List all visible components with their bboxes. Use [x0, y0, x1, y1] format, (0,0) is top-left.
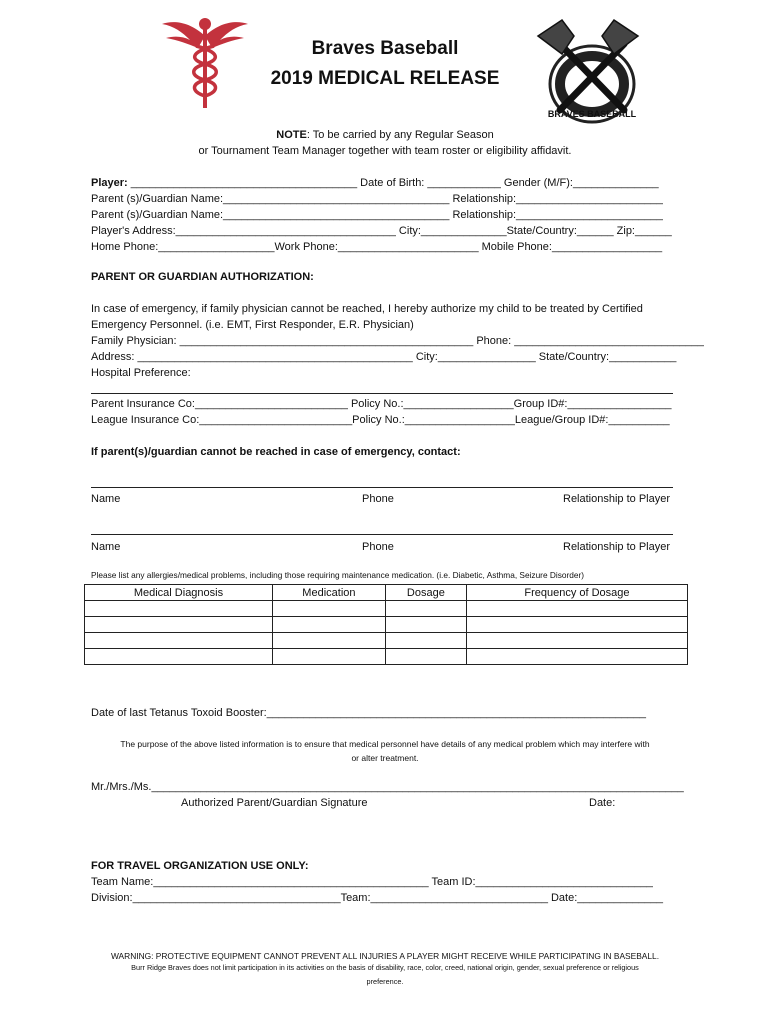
- division-row[interactable]: Division:__________________________________Team:_____________________________ Date:______________: [91, 892, 663, 904]
- authorization-heading: PARENT OR GUARDIAN AUTHORIZATION:: [91, 271, 314, 283]
- league-insurance-row[interactable]: League Insurance Co:_________________________Policy No.:__________________League/Group ID#:__________: [91, 414, 670, 426]
- parent-insurance-row[interactable]: Parent Insurance Co:_________________________ Policy No.:__________________Group ID#:_________________: [91, 398, 672, 410]
- guardian-1-row[interactable]: Parent (s)/Guardian Name:_____________________________________ Relationship:________________________: [91, 193, 663, 205]
- table-cell[interactable]: [272, 601, 385, 617]
- table-row[interactable]: [85, 633, 688, 649]
- table-row[interactable]: [85, 601, 688, 617]
- note-line-1: NOTE: To be carried by any Regular Season: [276, 129, 494, 141]
- emergency-2-name-label: Name: [91, 541, 121, 553]
- table-cell[interactable]: [385, 601, 466, 617]
- table-cell[interactable]: [466, 649, 687, 665]
- medication-instruction: Please list any allergies/medical problems, including those requiring maintenance medication. (i.e. Diabetic, Asthma, Seizure Disorder): [91, 570, 584, 580]
- hospital-preference-label: Hospital Preference:: [91, 367, 191, 379]
- signature-date-label: Date:: [589, 797, 616, 809]
- table-cell[interactable]: [85, 601, 273, 617]
- column-header: Medication: [272, 585, 385, 601]
- family-physician-row[interactable]: Family Physician: ________________________________________________ Phone: _______________________________: [91, 335, 704, 347]
- footer-warning: WARNING: PROTECTIVE EQUIPMENT CANNOT PREVENT ALL INJURIES A PLAYER MIGHT RECEIVE WHILE PARTICIPATING IN BASEBALL.: [110, 951, 660, 961]
- table-cell[interactable]: [85, 617, 273, 633]
- emergency-contact-1-line[interactable]: [91, 487, 673, 488]
- travel-heading: FOR TRAVEL ORGANIZATION USE ONLY:: [91, 860, 309, 872]
- table-cell[interactable]: [385, 617, 466, 633]
- page-subtitle: 2019 MEDICAL RELEASE: [270, 68, 500, 89]
- footer-policy-2: preference.: [366, 977, 404, 986]
- page-title: Braves Baseball: [311, 38, 459, 59]
- emergency-2-relationship-label: Relationship to Player: [563, 541, 671, 553]
- signature-row[interactable]: Mr./Mrs./Ms._______________________________________________________________________________________: [91, 781, 684, 793]
- authorization-text-1: In case of emergency, if family physician cannot be reached, I hereby authorize my child to be treated by Certified: [91, 303, 643, 315]
- emergency-heading: If parent(s)/guardian cannot be reached in case of emergency, contact:: [91, 446, 461, 458]
- column-header: Frequency of Dosage: [466, 585, 687, 601]
- team-name-row[interactable]: Team Name:_____________________________________________ Team ID:_____________________________: [91, 876, 653, 888]
- emergency-contact-2-line[interactable]: [91, 534, 673, 535]
- caduceus-icon: [160, 16, 250, 110]
- emergency-1-relationship-label: Relationship to Player: [563, 493, 671, 505]
- column-header: Medical Diagnosis: [85, 585, 273, 601]
- table-cell[interactable]: [385, 633, 466, 649]
- table-row[interactable]: [85, 649, 688, 665]
- note-line-2: or Tournament Team Manager together with team roster or eligibility affidavit.: [198, 145, 572, 157]
- physician-address-row[interactable]: Address: _____________________________________________ City:________________ State/Country:___________: [91, 351, 677, 363]
- signature-caption: Authorized Parent/Guardian Signature: [181, 797, 368, 809]
- table-cell[interactable]: [385, 649, 466, 665]
- player-address-row[interactable]: Player's Address:____________________________________ City:______________State/Country:______ Zip:______: [91, 225, 672, 237]
- tetanus-booster-row[interactable]: Date of last Tetanus Toxoid Booster:______________________________________________________________: [91, 707, 646, 719]
- table-cell[interactable]: [466, 617, 687, 633]
- logo-lettering: BRAVES BASEBALL: [547, 109, 637, 119]
- emergency-2-phone-label: Phone: [362, 541, 394, 553]
- table-cell[interactable]: [272, 633, 385, 649]
- player-row[interactable]: Player: _____________________________________ Date of Birth: ____________ Gender (M/F):______________: [91, 177, 659, 189]
- table-row[interactable]: [85, 617, 688, 633]
- guardian-2-row[interactable]: Parent (s)/Guardian Name:_____________________________________ Relationship:________________________: [91, 209, 663, 221]
- table-cell[interactable]: [466, 633, 687, 649]
- authorization-text-2: Emergency Personnel. (i.e. EMT, First Responder, E.R. Physician): [91, 319, 414, 331]
- table-cell[interactable]: [272, 617, 385, 633]
- phones-row[interactable]: Home Phone:___________________Work Phone:_______________________ Mobile Phone:__________________: [91, 241, 663, 253]
- table-cell[interactable]: [272, 649, 385, 665]
- purpose-text-2: or alter treatment.: [351, 753, 419, 763]
- table-cell[interactable]: [466, 601, 687, 617]
- medications-table: [84, 584, 688, 665]
- table-cell[interactable]: [85, 649, 273, 665]
- footer-policy-1: Burr Ridge Braves does not limit participation in its activities on the basis of disability, race, color, creed, national origin, gender, sexual preference or religious: [131, 963, 639, 972]
- note-label: NOTE: [276, 129, 307, 141]
- table-cell[interactable]: [85, 633, 273, 649]
- hospital-preference-line[interactable]: [91, 393, 673, 394]
- column-header: Dosage: [385, 585, 466, 601]
- purpose-text-1: The purpose of the above listed information is to ensure that medical personnel have details of any medical problem which may interfere with: [120, 739, 650, 749]
- emergency-1-name-label: Name: [91, 493, 121, 505]
- table-header-row: [85, 585, 688, 601]
- emergency-1-phone-label: Phone: [362, 493, 394, 505]
